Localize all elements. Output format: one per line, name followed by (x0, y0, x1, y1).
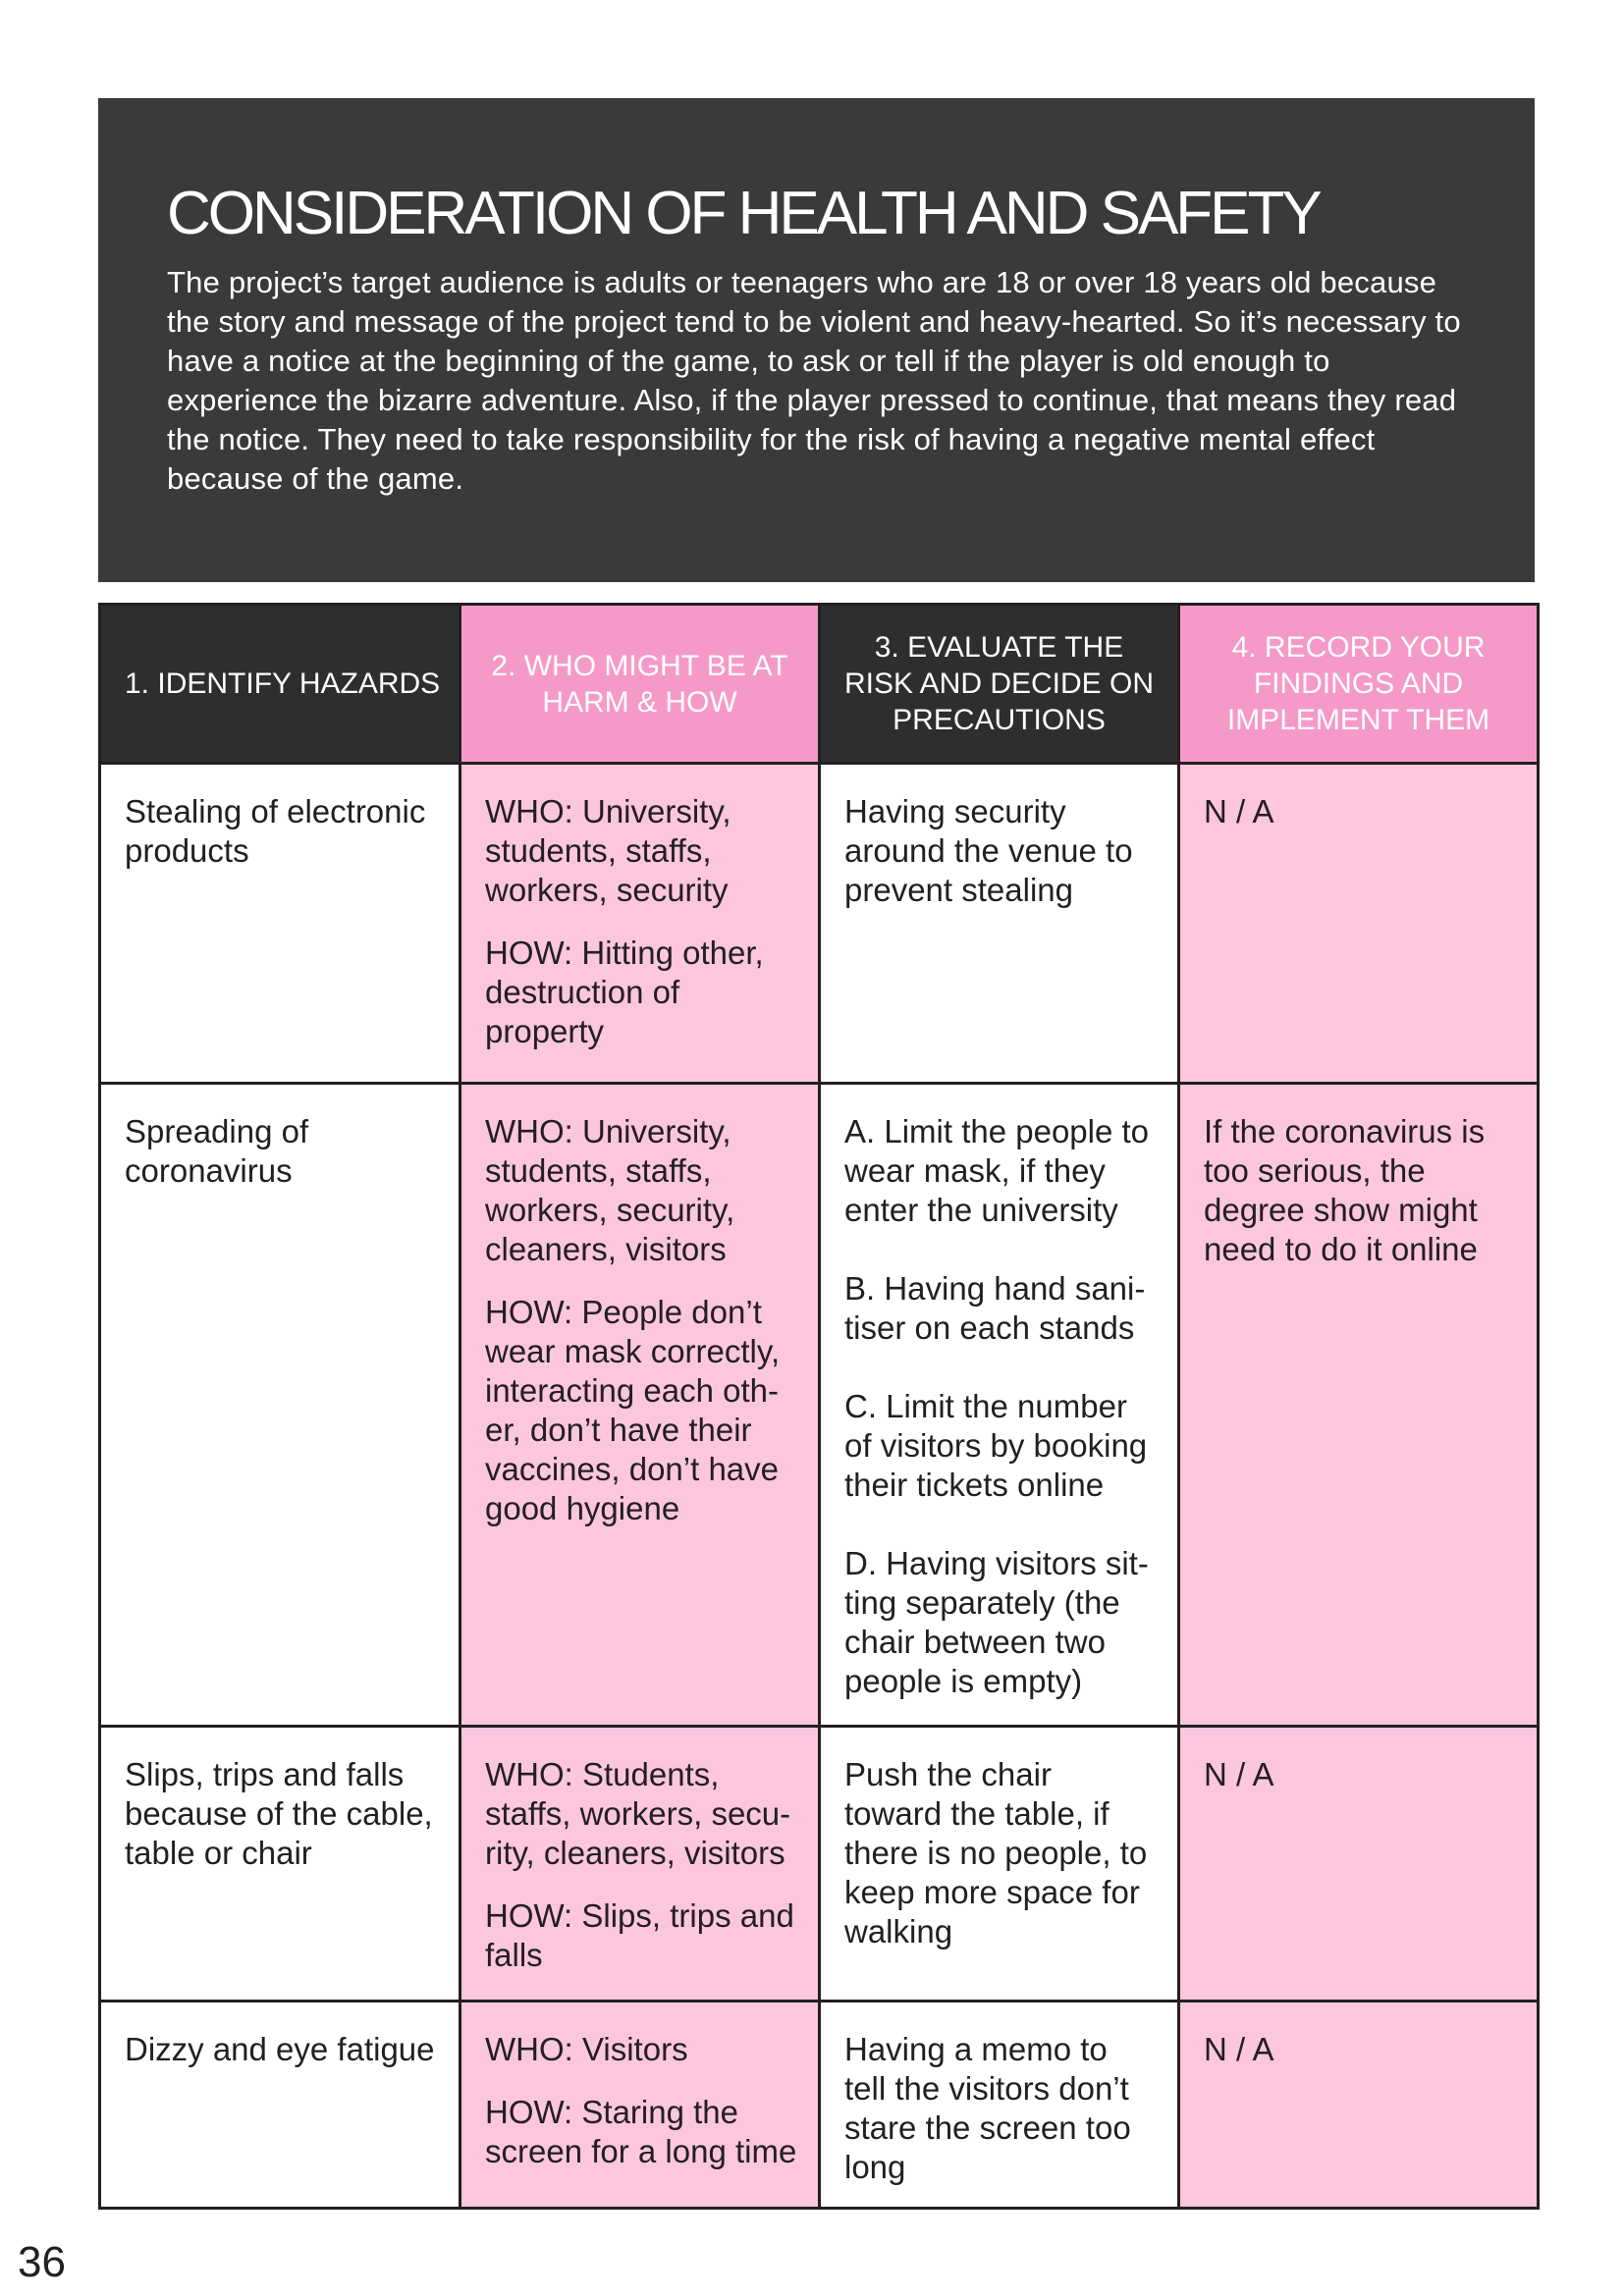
precautions-cell: Push the chair toward the table, if there is no people, to keep more space for walking (820, 1727, 1179, 2002)
who-text: WHO: Students, staffs, workers, secu- rity, cleaners, visitors (485, 1756, 791, 1871)
findings-cell: N / A (1179, 2002, 1539, 2209)
header-evaluate-risk: 3. EVALUATE THE RISK AND DECIDE ON PRECAUTIONS (820, 605, 1179, 764)
hazard-cell: Stealing of electronic products (100, 764, 460, 1084)
table-row (100, 1084, 1539, 1727)
findings-cell: N / A (1179, 764, 1539, 1084)
table-row (100, 2002, 1539, 2209)
page-title: CONSIDERATION OF HEALTH AND SAFETY (167, 180, 1320, 247)
table-row (100, 1727, 1539, 2002)
who-text: WHO: Visitors (485, 2031, 688, 2067)
page-number: 36 (18, 2238, 66, 2286)
precautions-cell: Having security around the venue to prevent stealing (820, 764, 1179, 1084)
risk-assessment-table (98, 603, 1540, 2210)
header-who-might-be-harmed: 2. WHO MIGHT BE AT HARM & HOW (460, 605, 820, 764)
how-text: HOW: Staring the screen for a long time (485, 2094, 797, 2169)
precautions-cell: Having a memo to tell the visitors don’t stare the screen too long (820, 2002, 1179, 2209)
who-text: WHO: University, students, staffs, workers, security, cleaners, visitors (485, 1113, 735, 1267)
who-how-cell (460, 2002, 820, 2209)
who-text: WHO: University, students, staffs, workers, security (485, 793, 731, 908)
hazard-cell: Spreading of coronavirus (100, 1084, 460, 1727)
how-text: HOW: Hitting other, destruction of property (485, 934, 764, 1049)
hazard-cell: Dizzy and eye fatigue (100, 2002, 460, 2209)
header-record-findings: 4. RECORD YOUR FINDINGS AND IMPLEMENT THEM (1179, 605, 1539, 764)
findings-cell: If the coronavirus is too serious, the degree show might need to do it online (1179, 1084, 1539, 1727)
intro-panel (98, 98, 1535, 582)
precautions-cell: A. Limit the people to wear mask, if they enter the university B. Having hand sani- tiser on each stands C. Limit the number of visitors by booking their tickets online D. Having visitors sit- ting separately (the chair between two people is empty) (820, 1084, 1179, 1727)
table-row (100, 764, 1539, 1084)
how-text: HOW: People don’t wear mask correctly, interacting each oth- er, don’t have their vaccines, don’t have good hygiene (485, 1294, 781, 1526)
table-header-row (100, 605, 1539, 764)
hazard-cell: Slips, trips and falls because of the cable, table or chair (100, 1727, 460, 2002)
intro-paragraph: The project’s target audience is adults or teenagers who are 18 or over 18 years old because the story and message of the project tend to be violent and heavy-hearted. So it’s necessary to have a notice at the beginning of the game, to ask or tell if the player is old enough to experience the bizarre adventure. Also, if the player pressed to continue, that means they read the notice. They need to take responsibility for the risk of having a negative mental effect because of the game. (167, 265, 1461, 496)
who-how-cell (460, 1084, 820, 1727)
who-how-cell (460, 1727, 820, 2002)
who-how-cell (460, 764, 820, 1084)
how-text: HOW: Slips, trips and falls (485, 1897, 794, 1973)
header-identify-hazards: 1. IDENTIFY HAZARDS (100, 605, 460, 764)
findings-cell: N / A (1179, 1727, 1539, 2002)
